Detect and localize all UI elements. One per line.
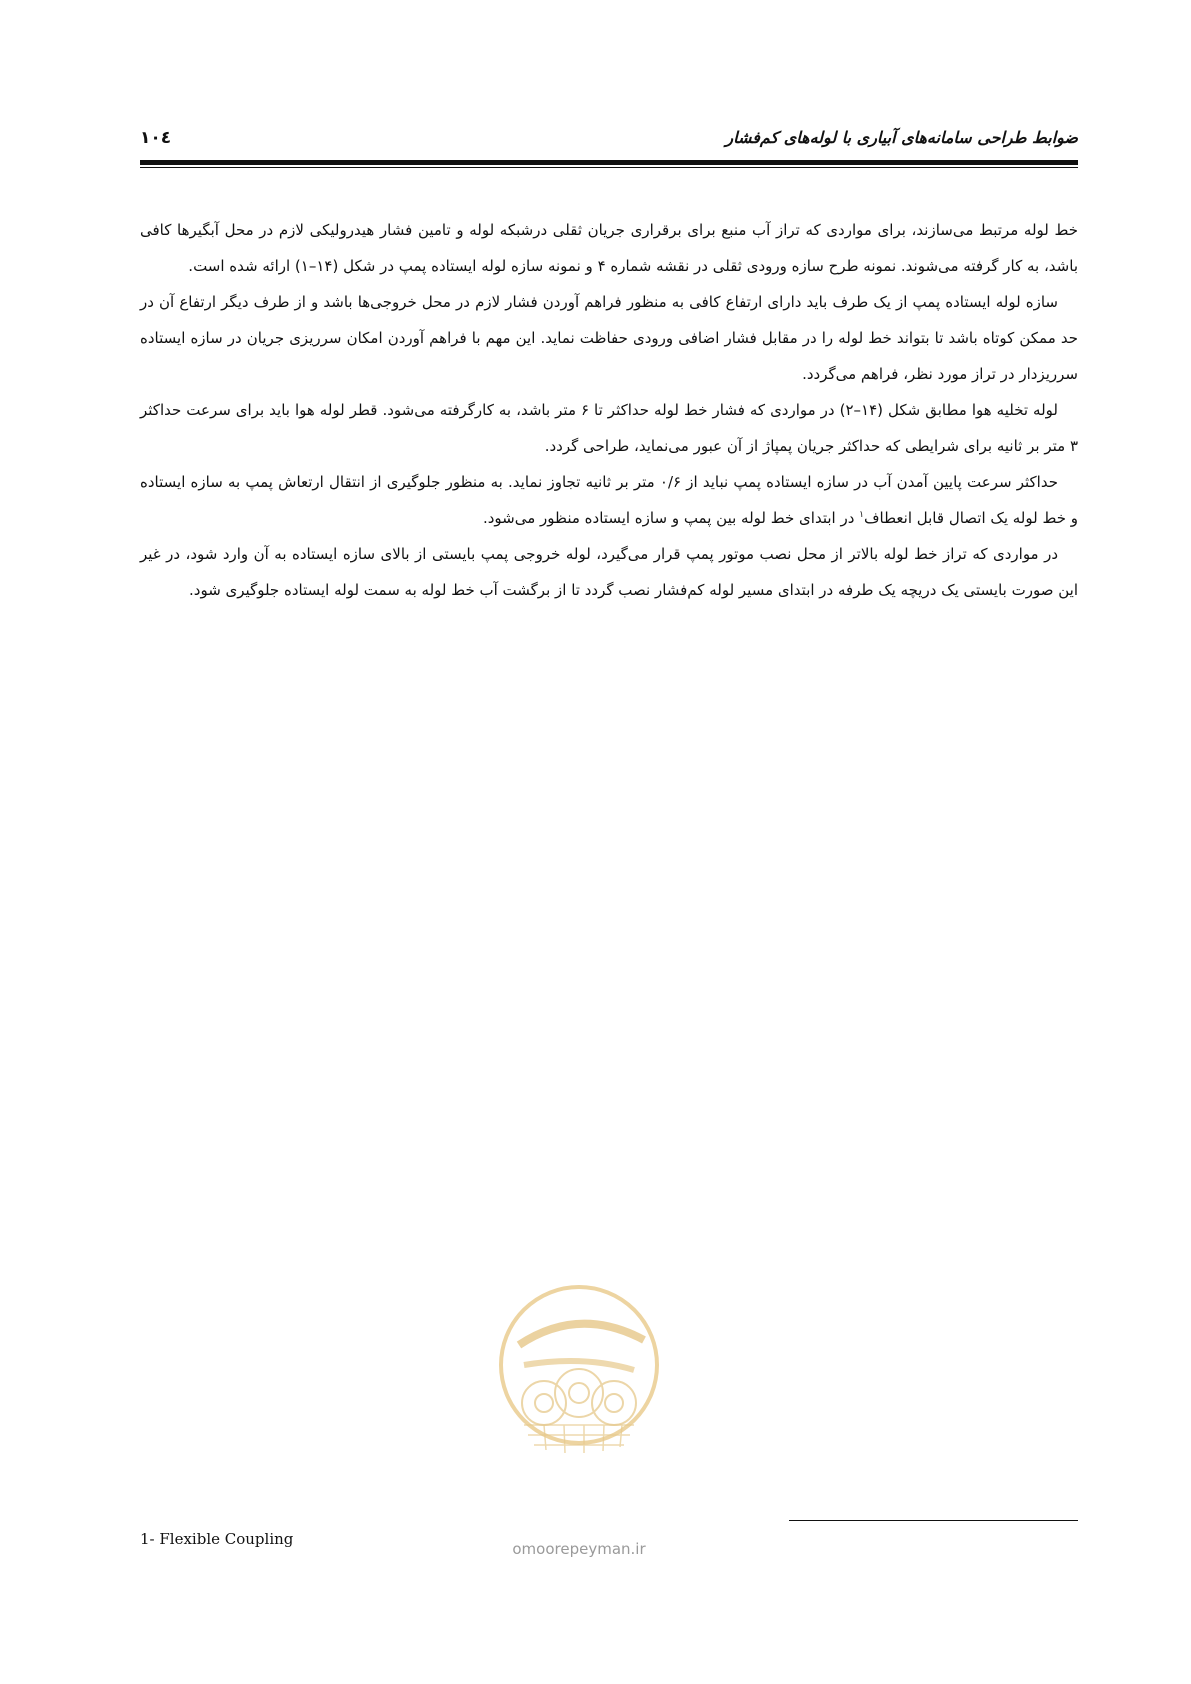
watermark-logo (484, 1285, 674, 1525)
paragraph: در مواردی که تراز خط لوله بالاتر از محل نصب موتور پمپ قرار می‌گیرد، لوله خروجی پمپ بایستی از بالای سازه ایستاده به آن وارد شود، در غیر این صورت بایستی یک دریچه یک طرفه در ابتدای مسیر لوله کم‌فشار نصب گردد تا از برگشت آب خط لوله به سمت لوله ایستاده جلوگیری شود. (140, 545, 1078, 599)
footnote: 1- Flexible Coupling (140, 1530, 294, 1548)
header-rule-thin (140, 167, 1078, 168)
paragraph: سازه لوله ایستاده پمپ از یک طرف باید دارای ارتفاع کافی به منظور فراهم آوردن فشار لازم در محل خروجی‌ها باشد و از طرف دیگر ارتفاع آن در حد ممکن کوتاه باشد تا بتواند خط لوله را در مقابل فشار اضافی ورودی حفاظت نماید. این مهم با فراهم آوردن امکان سرریزی جریان در سازه ایستاده سرریزدار در تراز مورد نظر، فراهم می‌گردد. (140, 293, 1078, 383)
page-header (140, 128, 1078, 154)
running-title: ضوابط طراحی سامانه‌های آبیاری با لوله‌های کم‌فشار (725, 128, 1078, 147)
page-number: ۱۰٤ (140, 128, 172, 148)
paragraph-text: در ابتدای خط لوله بین پمپ و سازه ایستاده منظور می‌شود. (482, 509, 860, 527)
paragraph (140, 464, 1078, 536)
footnote-marker: ۱ (859, 510, 864, 520)
paragraph-text: حداکثر سرعت پایین آمدن آب در سازه ایستاده پمپ نباید از ۰/۶ متر بر ثانیه تجاوز نماید. به منظور جلوگیری از انتقال ارتعاش پمپ به سازه ایستاده و خط لوله یک اتصال قابل انعطاف (140, 473, 1078, 527)
paragraph: خط لوله مرتبط می‌سازند، برای مواردی که تراز آب منبع برای برقراری جریان ثقلی درشبکه لوله و تامین فشار هیدرولیکی لازم در محل آبگیرها کافی باشد، به کار گرفته می‌شوند. نمونه طرح سازه ورودی ثقلی در نقشه شماره ۴ و نمونه سازه لوله ایستاده پمپ در شکل (۱۴–۱) ارائه شده است. (140, 221, 1078, 275)
watermark-site: omoorepeyman.ir (512, 1540, 646, 1558)
footnote-rule (789, 1520, 1078, 1521)
body-text (140, 212, 1078, 608)
header-rule-thick (140, 160, 1078, 165)
paragraph: لوله تخلیه هوا مطابق شکل (۱۴–۲) در مواردی که فشار خط لوله حداکثر تا ۶ متر باشد، به کارگرفته می‌شود. قطر لوله هوا باید برای سرعت حداکثر ۳ متر بر ثانیه برای شرایطی که حداکثر جریان پمپاژ از آن عبور می‌نماید، طراحی گردد. (140, 401, 1078, 455)
